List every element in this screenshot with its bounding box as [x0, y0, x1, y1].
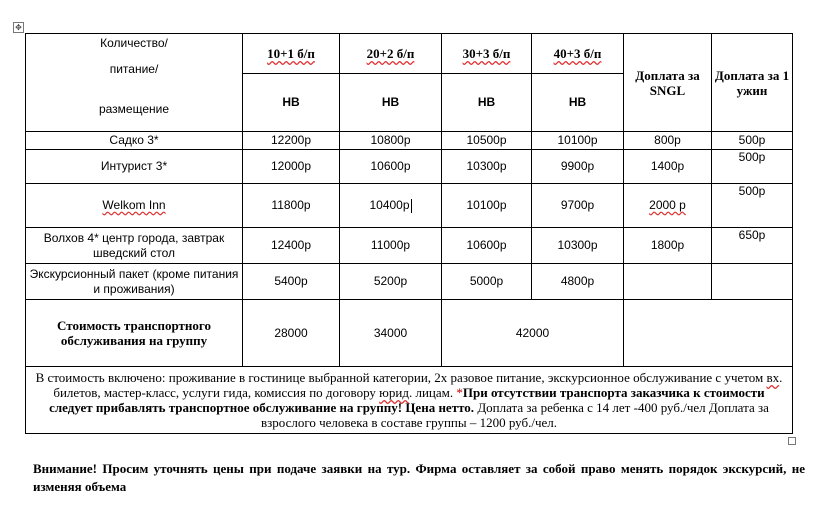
meal-cell: НВ [340, 74, 442, 132]
table-move-handle[interactable]: ✥ [13, 22, 24, 33]
header-dinner: Доплата за 1 ужин [712, 34, 793, 132]
meal-cell: НВ [243, 74, 340, 132]
price-cell: 10500р [442, 132, 532, 150]
table-row [26, 228, 793, 264]
sngl-cell: 1800р [624, 228, 712, 264]
transport-empty [624, 300, 793, 367]
dinner-cell: 650р [712, 228, 793, 264]
table-row [26, 150, 793, 184]
hotel-name: Экскурсионный пакет (кроме питания и проживания) [26, 264, 243, 300]
hotel-name: Волхов 4* центр города, завтрак шведский стол [26, 228, 243, 264]
price-cell: 10300р [442, 150, 532, 184]
transport-value-1: 28000 [243, 300, 340, 367]
header-label-line2: питание/ [109, 62, 159, 76]
meal-cell: НВ [532, 74, 624, 132]
meal-cell: НВ [442, 74, 532, 132]
price-cell[interactable]: 10400р [340, 184, 442, 228]
price-cell: 11800р [243, 184, 340, 228]
table-resize-handle[interactable] [788, 437, 796, 445]
sngl-cell [624, 264, 712, 300]
price-cell: 5200р [340, 264, 442, 300]
warning-paragraph: Внимание! Просим уточнять цены при подаче заявки на тур. Фирма оставляет за собой право менять порядок экскурсий, не изменяя объема [33, 461, 805, 494]
sngl-cell: 1400р [624, 150, 712, 184]
hotel-name: Садко 3* [26, 132, 243, 150]
transport-value-2: 34000 [340, 300, 442, 367]
note-row [26, 367, 793, 434]
price-cell: 9700р [532, 184, 624, 228]
price-cell: 4800р [532, 264, 624, 300]
sngl-cell: 2000 р [624, 184, 712, 228]
transport-value-3: 42000 [442, 300, 624, 367]
price-cell: 10600р [340, 150, 442, 184]
header-label-cell [26, 34, 243, 132]
text-cursor [411, 199, 412, 213]
price-cell: 12200р [243, 132, 340, 150]
hotel-name: Интурист 3* [26, 150, 243, 184]
included-note: В стоимость включено: проживание в гостинице выбранной категории, 2х разовое питание, экскурсионное обслуживание с учетом вх. билетов, мастер-класс, услуги гида, комиссия по договору юрид. лицам. *При отсутствии транспорта заказчика к стоимости следует прибавлять транспортное обслуживание на группу! Цена нетто. Доплата за ребенка с 14 лет -400 руб./чел Доплата за взрослого человека в составе группы – 1200 руб./чел. [26, 367, 793, 434]
price-cell: 12000р [243, 150, 340, 184]
price-table [25, 33, 793, 434]
header-group-40: 40+3 б/п [532, 34, 624, 74]
header-group-10: 10+1 б/п [243, 34, 340, 74]
price-cell: 5000р [442, 264, 532, 300]
dinner-cell: 500р [712, 132, 793, 150]
price-cell: 9900р [532, 150, 624, 184]
price-cell: 10800р [340, 132, 442, 150]
price-cell: 10100р [532, 132, 624, 150]
header-label-line1: Количество/ [100, 36, 168, 50]
header-group-30: 30+3 б/п [442, 34, 532, 74]
header-row-groups [26, 34, 793, 74]
header-sngl: Доплата за SNGL [624, 34, 712, 132]
price-cell: 5400р [243, 264, 340, 300]
table-row [26, 184, 793, 228]
price-cell: 10300р [532, 228, 624, 264]
red-star: * [456, 385, 463, 400]
transport-label: Стоимость транспортного обслуживания на группу [26, 300, 243, 367]
transport-row [26, 300, 793, 367]
sngl-cell: 800р [624, 132, 712, 150]
dinner-cell: 500р [712, 184, 793, 228]
dinner-cell: 500р [712, 150, 793, 184]
header-group-20: 20+2 б/п [340, 34, 442, 74]
table-row [26, 264, 793, 300]
price-cell: 12400р [243, 228, 340, 264]
dinner-cell [712, 264, 793, 300]
price-cell: 10100р [442, 184, 532, 228]
price-cell: 11000р [340, 228, 442, 264]
table-row [26, 132, 793, 150]
hotel-name: Welkom Inn [26, 184, 243, 228]
header-label-line3: размещение [98, 102, 170, 116]
price-cell: 10600р [442, 228, 532, 264]
